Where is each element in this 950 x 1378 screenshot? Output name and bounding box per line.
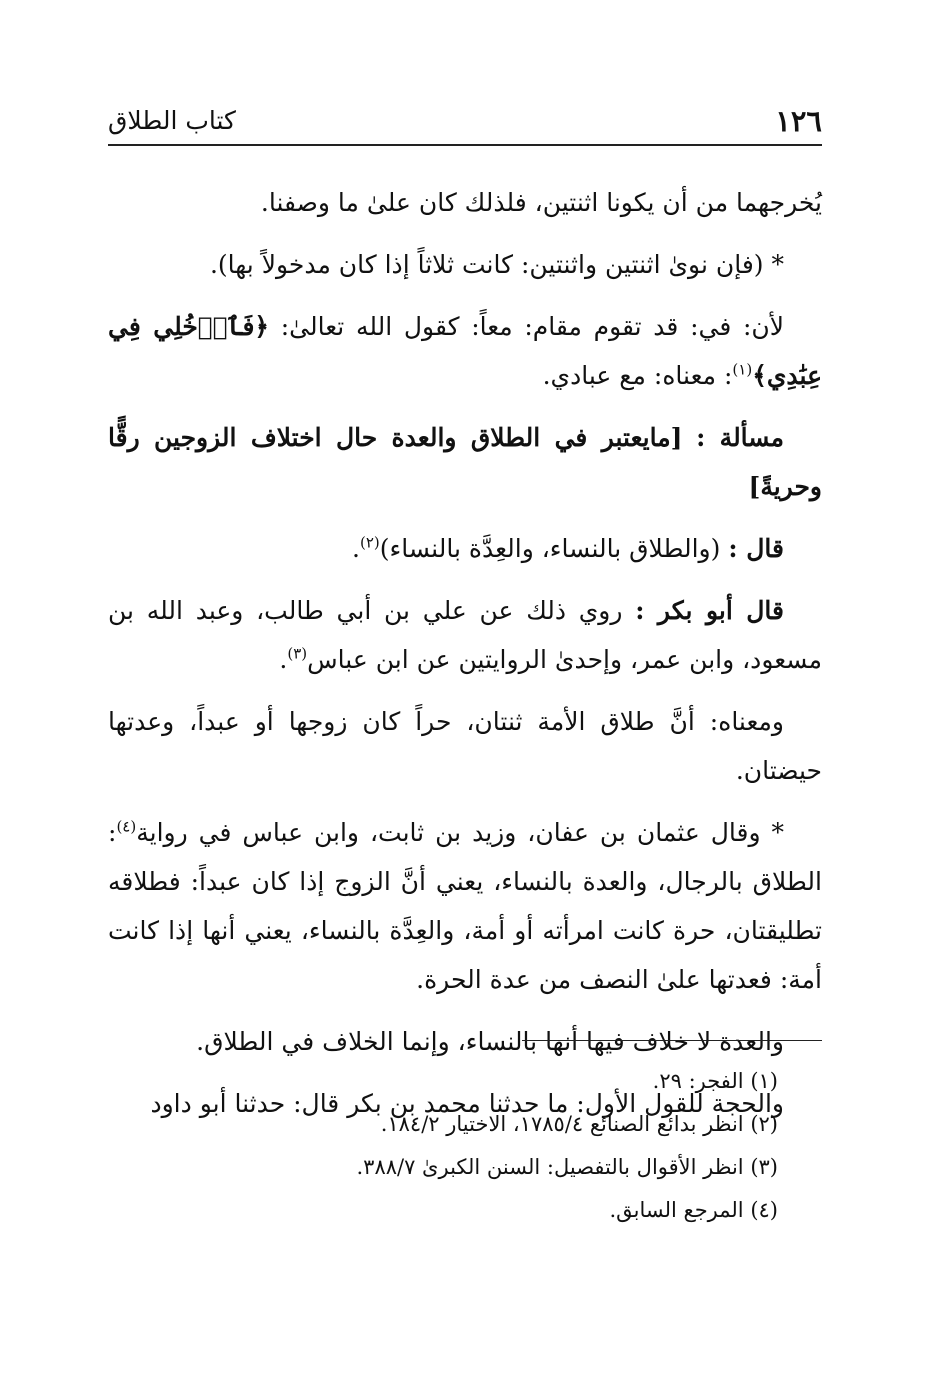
masala-label: مسألة : <box>696 423 784 452</box>
footnotes <box>108 1062 778 1234</box>
qal-paragraph <box>108 524 822 573</box>
paragraph-7 <box>108 808 822 1004</box>
footnote-3: (٣) انظر الأقوال بالتفصيل: السنن الكبرىٰ ٣٨٨/٧. <box>356 1155 778 1179</box>
footnote-separator <box>522 1040 822 1041</box>
footnote-1: (١) الفجر: ٢٩. <box>652 1069 778 1093</box>
paragraph-2: * (فإن نوىٰ اثنتين واثنتين: كانت ثلاثاً إذا كان مدخولاً بها). <box>209 250 784 279</box>
qal-end: . <box>352 534 360 563</box>
paragraph-1: يُخرجهما من أن يكونا اثنتين، فلذلك كان علىٰ ما وصفنا. <box>260 188 822 217</box>
footnote-ref-1: (١) <box>732 360 753 379</box>
paragraph-3 <box>108 302 822 400</box>
paragraph-7-text-a: * وقال عثمان بن عفان، وزيد بن ثابت، وابن عباس في رواية <box>136 818 784 847</box>
footnote-ref-2: (٢) <box>359 533 380 552</box>
paragraph-3-text-a: لأن: في: قد تقوم مقام: معاً: كقول الله تعالىٰ: <box>269 312 785 341</box>
qal-text: (والطلاق بالنساء، والعِدَّة بالنساء) <box>379 534 721 563</box>
main-text <box>108 178 822 1141</box>
footnote-4: (٤) المرجع السابق. <box>609 1198 778 1222</box>
masala-heading <box>108 413 822 511</box>
page-header <box>108 100 822 146</box>
page-number: ١٢٦ <box>775 104 822 138</box>
masala-title: [مايعتبر في الطلاق والعدة حال اختلاف الزوجين رقًّا وحريةً] <box>108 423 822 501</box>
abu-bakr-paragraph <box>108 586 822 684</box>
paragraph-6: ومعناه: أنَّ طلاق الأمة ثنتان، حراً كان زوجها أو عبداً، وعدتها حيضتان. <box>108 707 822 785</box>
abu-bakr-label: قال أبو بكر : <box>635 596 784 625</box>
paragraph-9: والحجة للقول الأول: ما حدثنا محمد بن بكر قال: حدثنا أبو داود <box>150 1089 784 1118</box>
footnote-2: (٢) انظر بدائع الصنائع ١٧٨٥/٤، الاختيار ١٨٤/٢. <box>380 1112 778 1136</box>
footnote-ref-4: (٤) <box>116 817 137 836</box>
quran-verse: ﴿فَٱدۡخُلِي فِي عِبَٰدِي﴾ <box>108 312 822 390</box>
running-title: كتاب الطلاق <box>108 106 236 135</box>
abu-bakr-end: . <box>279 645 288 674</box>
footnote-ref-3: (٣) <box>287 644 308 663</box>
paragraph-8: والعدة لا خلاف فيها أنها بالنساء، وإنما الخلاف في الطلاق. <box>196 1027 784 1056</box>
qal-label: قال : <box>728 534 784 563</box>
paragraph-7-text-b: : الطلاق بالرجال، والعدة بالنساء، يعني أنَّ الزوج إذا كان عبداً: فطلاقه تطليقتان، حرة كانت امرأته أو أمة، والعِدَّة بالنساء، يعني أنها إذا كانت أمة: فعدتها علىٰ النصف من عدة الحرة. <box>108 818 822 994</box>
paragraph-3-text-b: : معناه: مع عبادي. <box>542 361 733 390</box>
abu-bakr-text: روي ذلك عن علي بن أبي طالب، وعبد الله بن مسعود، وابن عمر، وإحدىٰ الروايتين عن ابن عباس <box>108 596 822 674</box>
